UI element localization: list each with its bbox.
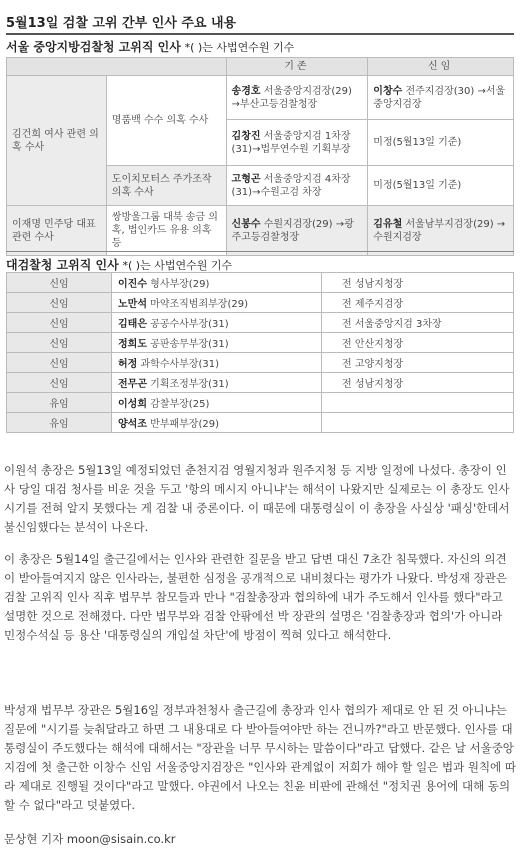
section1-heading-text: 서울 중앙지방검찰청 고위직 인사	[6, 40, 181, 54]
appointment-type: 신임	[7, 293, 112, 313]
category-cell: 김건희 여사 관련 의혹 수사	[7, 76, 107, 206]
official-cell	[112, 413, 322, 433]
official-name: 전무곤	[118, 379, 147, 390]
section2-heading-text: 대검찰청 고위직 인사	[6, 258, 119, 272]
table-row	[7, 353, 514, 373]
previous-post: 전 제주지검장	[322, 293, 514, 313]
section1-heading	[6, 38, 294, 55]
table-row	[7, 413, 514, 433]
official-position: 과학수사부장(31)	[140, 359, 220, 370]
appointment-type: 신임	[7, 273, 112, 293]
byline: 문상현 기자 moon@sisain.co.kr	[4, 832, 176, 846]
new-cell	[368, 76, 514, 120]
appointment-type: 신임	[7, 353, 112, 373]
table1-header-prev: 기존	[226, 58, 368, 76]
official-position: 반부패부장(29)	[150, 419, 219, 430]
section1-note: *( )는 사법연수원 기수	[184, 41, 295, 54]
table-row	[7, 333, 514, 353]
prev-name: 김창진	[231, 130, 261, 142]
previous-post	[322, 393, 514, 413]
prev-detail: 서울중앙지검 4차장(31)→수원고검 차장	[231, 173, 351, 198]
section2-heading	[6, 251, 514, 273]
section2-note: *( )는 사법연수원 기수	[122, 259, 233, 272]
new-name: 이창수	[373, 85, 403, 97]
official-cell	[112, 313, 322, 333]
appointment-type: 유임	[7, 393, 112, 413]
official-position: 공판송무부장(31)	[150, 339, 229, 350]
official-name: 이성희	[118, 399, 147, 410]
table-row	[7, 313, 514, 333]
appointment-type: 유임	[7, 413, 112, 433]
official-position: 공공수사부장(31)	[150, 319, 229, 330]
category-cell: 이재명 민주당 대표 관련 수사	[7, 206, 107, 256]
table-row	[7, 273, 514, 293]
prev-name: 송경호	[231, 85, 261, 97]
prev-name: 신봉수	[231, 218, 261, 230]
official-position: 기획조정부장(31)	[150, 379, 229, 390]
official-name: 김태은	[118, 319, 147, 330]
prev-cell	[226, 120, 368, 166]
seoul-central-prosecutors-table	[6, 57, 514, 256]
new-name: 김유철	[373, 218, 403, 230]
prev-detail: 수원지검장(29) →광주고등검찰청장	[231, 218, 354, 243]
previous-post: 전 성남지청장	[322, 273, 514, 293]
official-position: 형사부장(29)	[150, 279, 210, 290]
previous-post: 전 서울중앙지검 3차장	[322, 313, 514, 333]
prev-name: 고형곤	[231, 173, 261, 185]
case-cell: 도이치모터스 주가조작 의혹 수사	[106, 166, 226, 206]
new-detail: 서울남부지검장(29) →수원지검장	[373, 218, 506, 243]
previous-post: 전 안산지청장	[322, 333, 514, 353]
case-cell: 명품백 수수 의혹 수사	[106, 76, 226, 166]
official-name: 정희도	[118, 339, 147, 350]
previous-post: 전 고양지청장	[322, 353, 514, 373]
article-paragraph: 박성재 법무부 장관은 5월16일 정부과천청사 출근길에 총장과 인사 협의가 제대로 안 된 것 아니냐는 질문에 "시기를 늦춰달라고 하면 그 내용대로 다 받아들여야만 하는 건니까?"라고 반문했다. 인사를 대통령실이 주도했다는 해석에 대해서는 "장관을 너무 무시하는 말씀이다"라고 답했다. 같은 날 서울중앙지검에 첫 출근한 이창수 신임 서울중앙지검장은 "인사와 관계없이 저희가 해야 할 일은 법과 원칙에 따라 제대로 진행될 것이다"라고 말했다. 야권에서 나오는 친윤 비판에 관해선 "정치권 용어에 대해 동의할 수 없다"라고 덧붙였다.	[4, 703, 516, 812]
official-cell	[112, 293, 322, 313]
official-cell	[112, 333, 322, 353]
appointment-type: 신임	[7, 373, 112, 393]
table-row	[7, 373, 514, 393]
prev-detail: 서울중앙지검 1차장(31)→법무연수원 기획부장	[231, 130, 351, 155]
official-cell	[112, 393, 322, 413]
new-cell: 미정(5월13일 기준)	[368, 166, 514, 206]
prev-cell	[226, 206, 368, 256]
prev-cell	[226, 166, 368, 206]
new-cell	[368, 206, 514, 256]
table-row	[7, 293, 514, 313]
appointment-type: 신임	[7, 313, 112, 333]
appointment-type: 신임	[7, 333, 112, 353]
official-name: 허정	[118, 359, 138, 370]
official-name: 노만석	[118, 299, 147, 310]
table1-header-spacer	[7, 58, 227, 76]
prev-cell	[226, 76, 368, 120]
official-cell	[112, 273, 322, 293]
article-title: 5월13일 검찰 고위 간부 인사 주요 내용	[6, 12, 514, 35]
official-name: 이진수	[118, 279, 147, 290]
official-cell	[112, 353, 322, 373]
official-name: 양석조	[118, 419, 147, 430]
previous-post	[322, 413, 514, 433]
article-paragraph: 이원석 총장은 5월13일 예정되었던 춘천지검 영월지청과 원주지청 등 지방 일정에 나섰다. 총장이 인사 당일 대검 청사를 비운 것을 두고 '항의 메시지 아니냐'는 해석이 나왔지만 실제로는 이 총장도 인사 시기를 전혀 알지 못했다는 게 검찰 내 중론이다. 이 때문에 대통령실이 이 총장을 사실상 '패싱'한데서 불신임했다는 분석이 나온다.	[4, 463, 510, 534]
prev-detail: 서울중앙지검장(29) →부산고등검찰청장	[231, 85, 352, 110]
new-detail: 전주지검장(30) →서울중앙지검장	[373, 85, 506, 110]
article-paragraph: 이 총장은 5월14일 출근길에서는 인사와 관련한 질문을 받고 답변 대신 7초간 침묵했다. 자신의 의견이 받아들여지지 않은 인사라는, 불편한 심정을 공개적으로 내비쳤다는 평가가 나왔다. 박성재 장관은 검찰 고위직 인사 직후 법무부 참모들과 만나 "검찰총장과 협의하에 내가 주도해서 인사를 했다"라고 설명한 것으로 전해졌다. 다만 법무부와 검찰 안팎에선 박 장관의 설명은 '검찰총장과 협의'가 아니라 민정수석실 등 용산 '대통령실의 개입설 차단'에 방점이 찍혀 있다고 해석한다.	[4, 552, 507, 642]
previous-post: 전 성남지청장	[322, 373, 514, 393]
official-position: 감찰부장(25)	[150, 399, 210, 410]
official-cell	[112, 373, 322, 393]
table-row	[7, 393, 514, 413]
supreme-prosecutors-table	[6, 272, 514, 433]
new-cell: 미정(5월13일 기준)	[368, 120, 514, 166]
official-position: 마약조직범죄부장(29)	[150, 299, 248, 310]
case-cell: 쌍방울그룹 대북 송금 의혹, 법인카드 유용 의혹 등	[106, 206, 226, 256]
table1-header-new: 신임	[368, 58, 514, 76]
